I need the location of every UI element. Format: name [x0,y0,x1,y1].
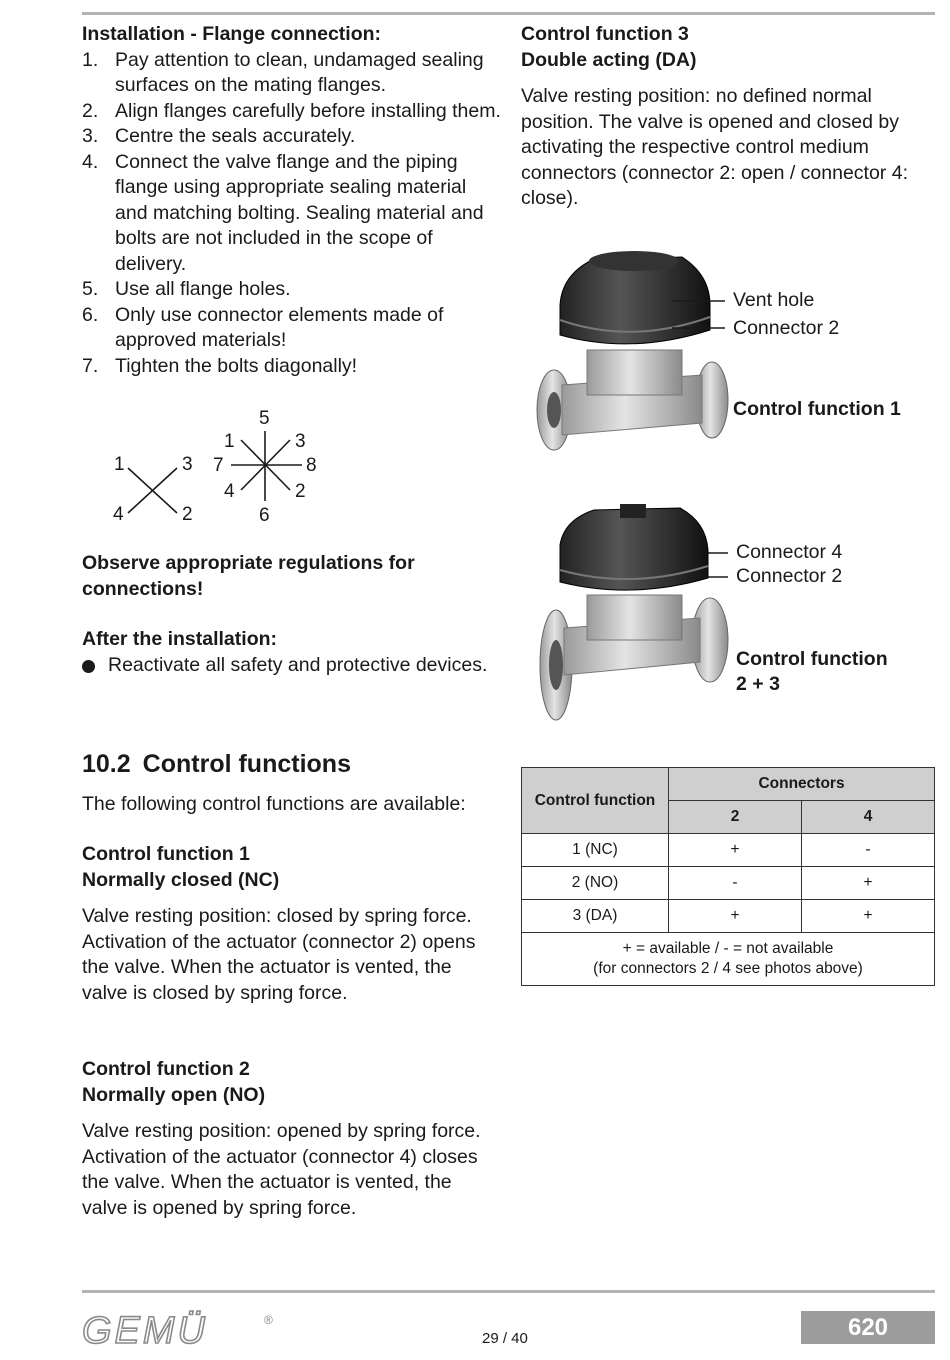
step-text: Only use connector elements made of approved materials! [115,303,444,351]
step-number: 2. [82,99,99,122]
installation-heading: Installation - Flange connection: [82,23,382,45]
bolt-label: 4 [113,504,124,525]
table-row [522,900,935,933]
cf1-subtitle: Normally closed (NC) [82,868,280,891]
cf3-subtitle: Double acting (DA) [521,48,697,71]
step-text: Use all flange holes. [115,278,291,300]
control-function-table [521,767,935,986]
step-text: Tighten the bolts diagonally! [115,354,358,377]
caption-cf2-3-line1: Control function [736,648,888,670]
step-number: 7. [82,354,99,377]
section-heading: Control functions [142,750,351,778]
bolt-label: 4 [224,481,235,502]
bolt-label: 5 [259,408,270,429]
bolt-label: 1 [224,431,235,452]
cf1-text: Valve resting position: closed by spring force. Activation of the actuator (connector 2) opens the valve. When the actuator is vented, the valve is closed by spring force. [82,905,476,1004]
document-number: 620 [801,1311,935,1344]
page-number: 29 / 40 [482,1330,528,1347]
table-header-connector-2: 2 [669,801,802,834]
after-heading: After the installation: [82,628,278,650]
valve-photo-cf2-3 [532,500,732,728]
step-number: 1. [82,48,99,71]
cf2-text: Valve resting position: opened by spring force. Activation of the actuator (connector 4) closes the valve. When the actuator is vented, the valve is opened by spring force. [82,1120,481,1219]
bolt-label: 6 [259,505,270,526]
cf2-subtitle: Normally open (NO) [82,1083,266,1106]
label-connector-2b: Connector 2 [736,565,843,587]
table-legend [522,933,935,986]
logo-text: GEMÜ [82,1310,208,1350]
bolt-label: 3 [295,431,306,452]
svg-text:®: ® [264,1313,273,1327]
table-header-control-function: Control function [522,768,669,834]
table-cell: + [802,867,935,900]
table-header-connector-4: 4 [802,801,935,834]
cf1-title: Control function 1 [82,843,250,865]
step-text: Pay attention to clean, undamaged sealing surfaces on the mating flanges. [115,48,484,96]
bolt-label: 7 [213,455,224,476]
step-number: 6. [82,303,99,326]
bolt-label: 1 [114,454,125,475]
caption-cf1: Control function 1 [733,398,901,420]
section-number: 10.2 [82,750,131,778]
step-text: Connect the valve flange and the piping flange using appropriate sealing material and matching bolting. Sealing material and bolts are not included in the scope of delivery. [115,150,484,275]
legend-line-1: + = available / - = not available [622,940,834,957]
bolt-label: 8 [306,455,317,476]
step-text: Align flanges carefully before installing them. [115,99,501,122]
cf2-title: Control function 2 [82,1058,250,1080]
legend-line-2: (for connectors 2 / 4 see photos above) [593,960,863,977]
table-header-connectors: Connectors [669,768,935,801]
table-cell: + [802,900,935,933]
cf3-title: Control function 3 [521,23,689,45]
gemu-logo [82,1310,282,1350]
table-cell: - [802,834,935,867]
bottom-rule [82,1290,935,1293]
section-intro: The following control functions are available: [82,793,466,815]
table-row [522,867,935,900]
label-connector-2: Connector 2 [733,317,840,339]
label-vent-hole: Vent hole [733,289,815,311]
label-connector-4: Connector 4 [736,541,843,563]
step-number: 3. [82,125,99,147]
table-cell: + [669,834,802,867]
table-cell: + [669,900,802,933]
step-number: 5. [82,278,99,300]
step-number: 4. [82,150,99,173]
table-cell: 1 (NC) [522,834,669,867]
bolt-label: 3 [182,454,193,475]
table-cell: - [669,867,802,900]
cf3-text: Valve resting position: no defined normal position. The valve is opened and closed by activating the respective control medium connectors (connector 2: open / connector 4: close). [521,85,908,209]
table-cell: 3 (DA) [522,900,669,933]
bolt-label: 2 [295,481,306,502]
table-row [522,834,935,867]
bullet-text: Reactivate all safety and protective devices. [108,653,488,676]
table-cell: 2 (NO) [522,867,669,900]
step-text: Centre the seals accurately. [115,125,356,147]
caption-cf2-3-line2: 2 + 3 [736,673,780,695]
bolt-label: 2 [182,504,193,525]
observe-note: Observe appropriate regulations for connections! [82,552,415,600]
